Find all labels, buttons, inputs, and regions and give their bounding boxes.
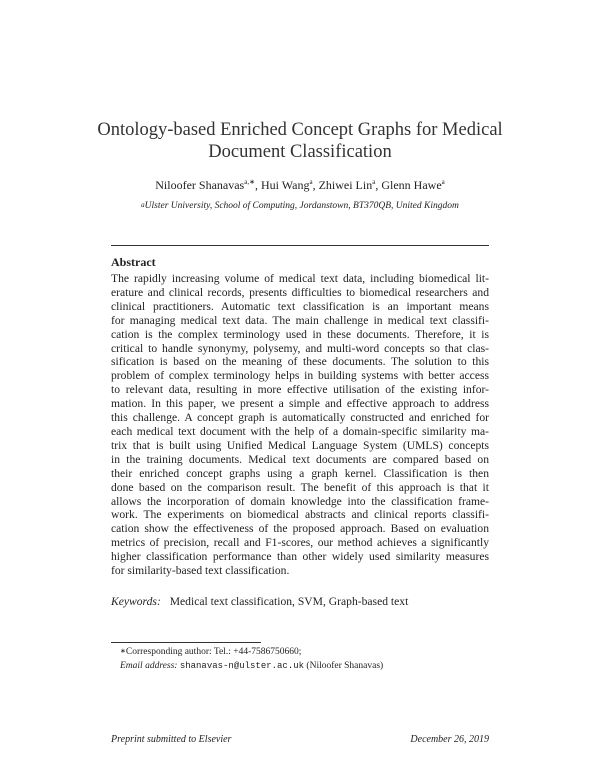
abstract-line: problem of complex terminology helps in building systems with better access xyxy=(111,369,489,383)
abstract-line: work. The experiments on biomedical abstracts and clinical reports classifi- xyxy=(111,508,489,522)
abstract-line: this challenge. A concept graph is automatically constructed and enriched for xyxy=(111,411,489,425)
author: Glenn Hawe$^a$ xyxy=(381,178,445,192)
author: Hui Wang$^a$ xyxy=(260,178,313,192)
abstract-line: critical to handle synonymy, polysemy, and multi-word concepts so that clas- xyxy=(111,341,489,355)
abstract-line: sification is based on the meaning of these documents. The solution to this xyxy=(111,355,489,369)
abstract-line: each medical text document with the help of a domain-specific similarity ma- xyxy=(111,424,489,438)
abstract-line: cation is the complex terminology used in these documents. Therefore, it is xyxy=(111,327,489,341)
abstract-line: The rapidly increasing volume of medical text data, including biomedical lit- xyxy=(111,272,489,285)
footnote-divider xyxy=(111,642,261,643)
abstract-line: higher classification performance than other widely used similarity measures xyxy=(111,550,489,564)
footer-preprint: Preprint submitted to Elsevier xyxy=(111,734,232,745)
affiliation: $^a$Ulster University, School of Computing, Jordanstown, BT370QB, United Kingdom xyxy=(141,201,459,211)
footnote-email: Email address: shanavas-n@ulster.ac.uk (Niloofer Shanavas) xyxy=(120,661,384,671)
abstract-line: to relevant data, resulting in more effective utilisation of the existing infor- xyxy=(111,383,489,397)
footer-date: December 26, 2019 xyxy=(410,734,489,745)
abstract-line: trix that is built using Unified Medical Language System (UMLS) concepts xyxy=(111,438,489,452)
keywords xyxy=(111,595,408,608)
abstract-line: in the training documents. Medical text documents are compared based on xyxy=(111,452,489,466)
abstract-line: for managing medical text data. The main challenge in medical text classifi- xyxy=(111,313,489,327)
author-list: Niloofer Shanavas$^{a,∗}$, Hui Wang$^a$, Zhiwei Lin$^a$, Glenn Hawe$^a$ xyxy=(155,178,445,192)
divider xyxy=(111,245,489,246)
abstract-line: for similarity-based text classification. xyxy=(111,564,290,578)
keywords-text: Medical text classification, SVM, Graph-based text xyxy=(169,595,409,608)
abstract-line: cation show the effectiveness of the proposed approach. Based on evaluation xyxy=(111,522,489,536)
abstract-line: mation. In this paper, we present a simple and effective approach to address xyxy=(111,397,489,411)
abstract-line: metrics of precision, recall and F1-scores, our method achieves a significantly xyxy=(111,536,489,550)
title-line: Ontology-based Enriched Concept Graphs for Medical xyxy=(97,120,503,140)
abstract-line: erature and clinical records, presents difficulties to biomedical researchers and xyxy=(111,285,489,299)
email-link[interactable]: shanavas-n@ulster.ac.uk xyxy=(179,661,305,671)
author: Zhiwei Lin$^a$ xyxy=(318,178,376,192)
title-line: Document Classification xyxy=(208,142,392,162)
abstract-line: allows the incorporation of domain knowledge into the classification frame- xyxy=(111,494,489,508)
abstract-line: clinical practitioners. Automatic text classification is an important means xyxy=(111,299,489,313)
paper-title xyxy=(0,119,600,163)
author: Niloofer Shanavas$^{a,∗}$ xyxy=(155,178,255,192)
abstract-line: done based on the comparison result. The benefit of this approach is that it xyxy=(111,480,489,494)
abstract-body xyxy=(111,272,489,578)
keywords-label: Keywords: xyxy=(111,595,161,608)
abstract-line: their enriched concept graphs using a graph kernel. Classification is then xyxy=(111,466,489,480)
abstract-heading: Abstract xyxy=(111,255,156,269)
footnote-corresponding: ∗Corresponding author: Tel.: +44-7586750660; xyxy=(120,647,302,657)
